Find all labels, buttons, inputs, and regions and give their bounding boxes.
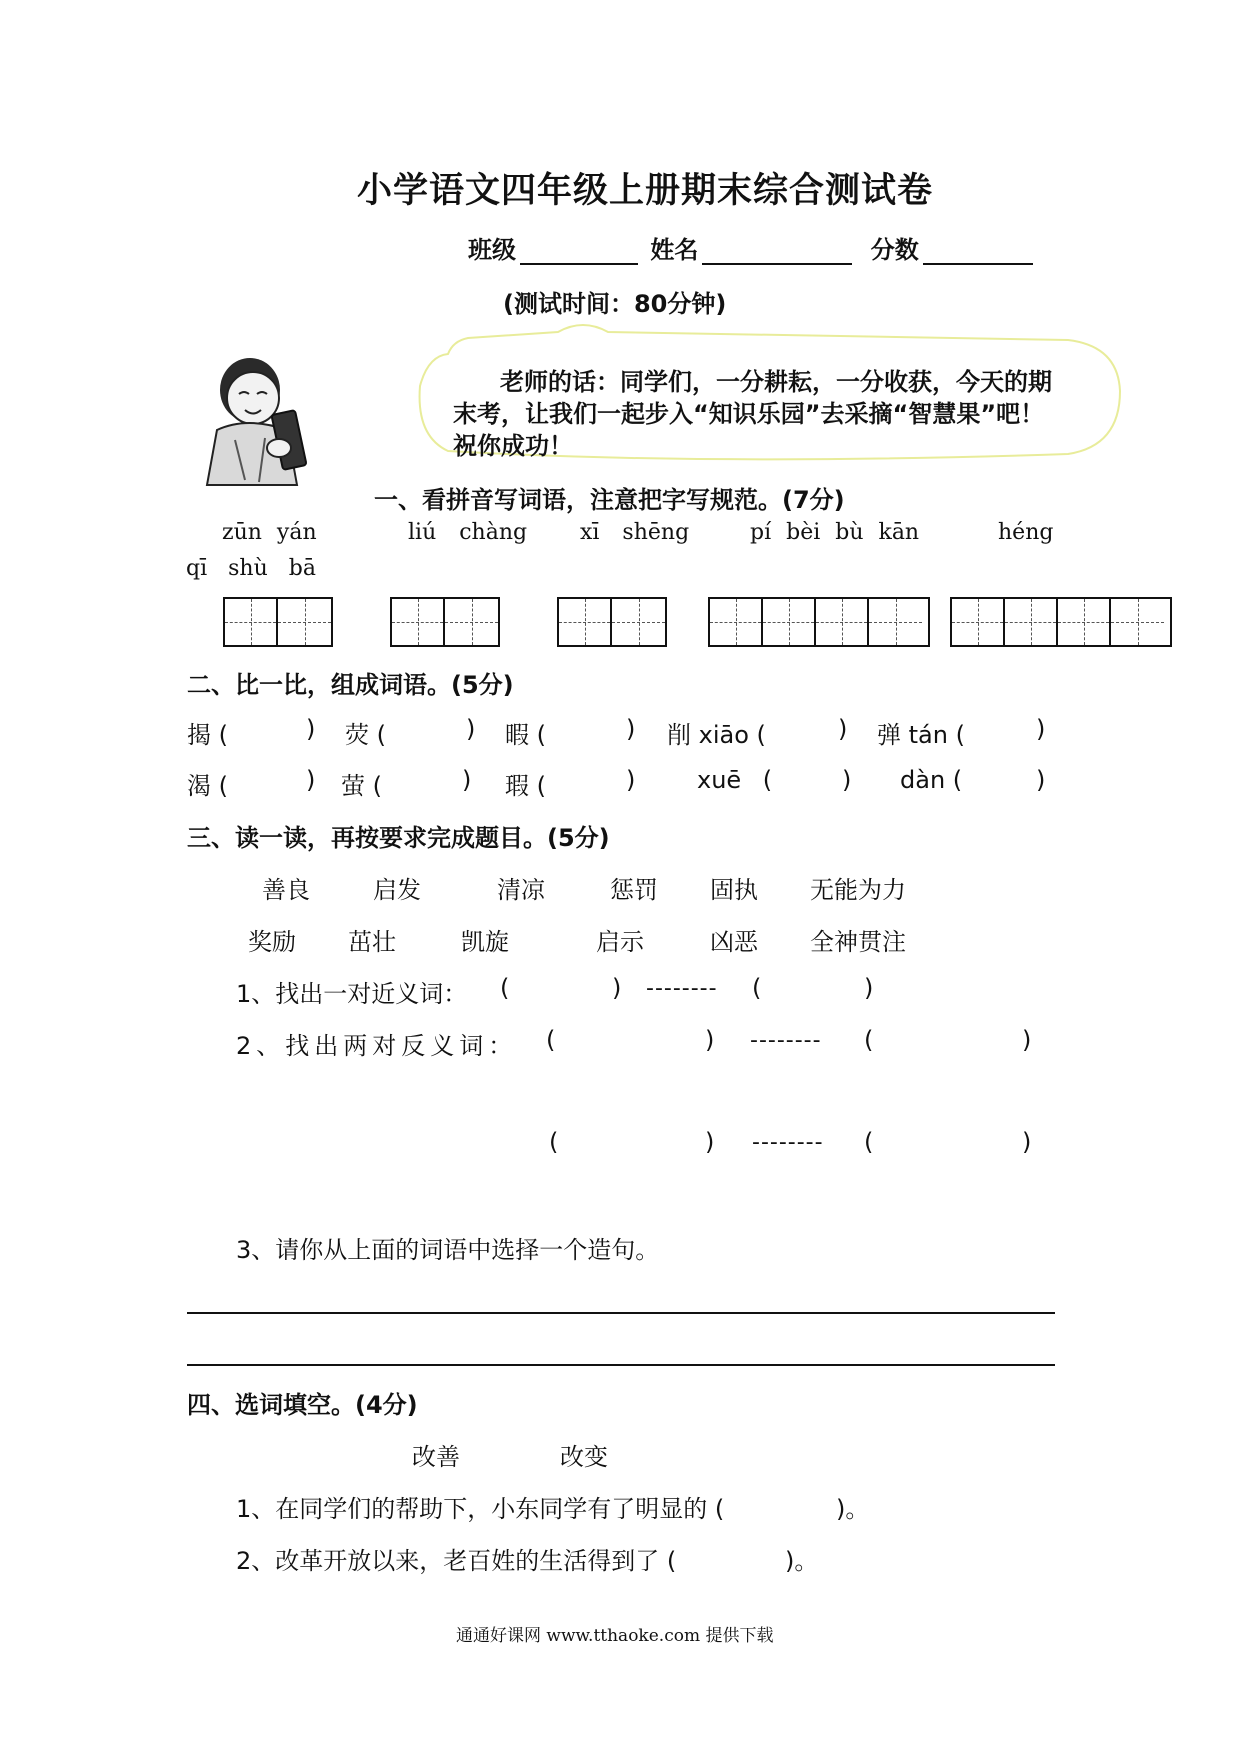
writing-box-5[interactable] bbox=[950, 597, 1172, 647]
antonym-b-close-2: ) bbox=[1022, 1128, 1032, 1156]
synonym-question: 1、找出一对近义词： bbox=[236, 980, 468, 1008]
compare-row1-close1: ) bbox=[306, 715, 316, 743]
fill-question-1-end: )。 bbox=[836, 1495, 870, 1523]
compare-row2-item4: xuē ( bbox=[697, 766, 773, 794]
word-row1-3: 清凉 bbox=[497, 876, 545, 904]
compare-row2-item1: 渴 ( bbox=[187, 772, 228, 800]
antonym-a-open-1: ( bbox=[546, 1026, 556, 1054]
compare-row2-item5: dàn ( bbox=[900, 766, 963, 794]
sentence-question: 3、请你从上面的词语中选择一个造句。 bbox=[236, 1236, 660, 1264]
compare-row1-item1: 揭 ( bbox=[187, 721, 228, 749]
writing-box-2[interactable] bbox=[390, 597, 500, 647]
boy-reading-illustration bbox=[195, 350, 335, 490]
choice-1: 改善 bbox=[412, 1443, 460, 1471]
writing-box-4[interactable] bbox=[708, 597, 930, 647]
answer-line-2[interactable] bbox=[187, 1364, 1055, 1366]
section3-heading: 三、读一读，再按要求完成题目。(5分) bbox=[187, 824, 610, 852]
name-label: 姓名 bbox=[650, 236, 699, 264]
pinyin-5b: qī shù bā bbox=[186, 556, 316, 581]
word-row1-6: 无能为力 bbox=[810, 876, 906, 904]
time-note: (测试时间：80分钟) bbox=[503, 290, 727, 318]
compare-row1-item2: 荧 ( bbox=[345, 721, 386, 749]
pinyin-3: xī shēng bbox=[580, 520, 690, 545]
footer-text: 通通好课网 www.tthaoke.com 提供下载 bbox=[456, 1626, 774, 1646]
compare-row2-close4: ) bbox=[842, 766, 852, 794]
pinyin-5a: héng bbox=[998, 520, 1054, 545]
choice-2: 改变 bbox=[560, 1443, 608, 1471]
pinyin-5-wrap bbox=[186, 520, 1066, 582]
pinyin-2: liú chàng bbox=[408, 520, 528, 545]
compare-row1-close5: ) bbox=[1036, 715, 1046, 743]
class-blank[interactable] bbox=[520, 237, 638, 265]
word-row2-5: 凶恶 bbox=[710, 928, 758, 956]
pinyin-4: pí bèi bù kān bbox=[750, 520, 920, 545]
compare-row1-item5: 弹 tán ( bbox=[877, 721, 965, 749]
antonym-b-close-1: ) bbox=[705, 1128, 715, 1156]
section4-heading: 四、选词填空。(4分) bbox=[187, 1391, 418, 1419]
word-row2-1: 奖励 bbox=[248, 928, 296, 956]
antonym-a-dash: -------- bbox=[750, 1028, 822, 1053]
fill-question-2: 2、改革开放以来，老百姓的生活得到了 ( bbox=[236, 1547, 677, 1575]
answer-line-1[interactable] bbox=[187, 1312, 1055, 1314]
teacher-message-line3: 祝你成功！ bbox=[453, 432, 573, 460]
antonym-a-close-1: ) bbox=[705, 1026, 715, 1054]
antonym-b-dash: -------- bbox=[752, 1130, 824, 1155]
pinyin-1: zūn yán bbox=[222, 520, 317, 545]
compare-row2-close3: ) bbox=[626, 766, 636, 794]
antonym-a-close-2: ) bbox=[1022, 1026, 1032, 1054]
word-row1-2: 启发 bbox=[373, 876, 421, 904]
compare-row1-item3: 暇 ( bbox=[505, 721, 546, 749]
compare-row2-close5: ) bbox=[1036, 766, 1046, 794]
word-row2-2: 茁壮 bbox=[348, 928, 396, 956]
score-label: 分数 bbox=[870, 236, 919, 264]
compare-row1-close4: ) bbox=[838, 715, 848, 743]
compare-row1-close2: ) bbox=[466, 715, 476, 743]
page-title: 小学语文四年级上册期末综合测试卷 bbox=[357, 171, 934, 211]
section2-heading: 二、比一比，组成词语。(5分) bbox=[187, 671, 514, 699]
word-row1-1: 善良 bbox=[262, 876, 310, 904]
score-blank[interactable] bbox=[923, 237, 1033, 265]
fill-question-2-end: )。 bbox=[785, 1547, 819, 1575]
antonym-a-open-2: ( bbox=[864, 1026, 874, 1054]
synonym-close-1: ) bbox=[612, 974, 622, 1002]
antonym-b-open-2: ( bbox=[864, 1128, 874, 1156]
word-row2-3: 凯旋 bbox=[461, 928, 509, 956]
word-row1-5: 固执 bbox=[710, 876, 758, 904]
teacher-message-line1: 老师的话：同学们，一分耕耘，一分收获，今天的期 bbox=[500, 368, 1052, 396]
teacher-message-line2: 末考，让我们一起步入“知识乐园”去采摘“智慧果”吧！ bbox=[453, 400, 1045, 428]
antonym-b-open-1: ( bbox=[549, 1128, 559, 1156]
word-row1-4: 惩罚 bbox=[610, 876, 658, 904]
compare-row2-close1: ) bbox=[306, 766, 316, 794]
class-label: 班级 bbox=[468, 236, 516, 264]
writing-box-1[interactable] bbox=[223, 597, 333, 647]
section1-heading: 一、看拼音写词语，注意把字写规范。(7分) bbox=[374, 486, 845, 514]
writing-box-3[interactable] bbox=[557, 597, 667, 647]
word-row2-6: 全神贯注 bbox=[810, 928, 906, 956]
compare-row1-close3: ) bbox=[626, 715, 636, 743]
name-blank[interactable] bbox=[702, 237, 852, 265]
compare-row2-item2: 萤 ( bbox=[341, 772, 382, 800]
synonym-close-2: ) bbox=[864, 974, 874, 1002]
fill-question-1: 1、在同学们的帮助下，小东同学有了明显的 ( bbox=[236, 1495, 725, 1523]
synonym-open-1: ( bbox=[500, 974, 510, 1002]
antonym-question: 2、找出两对反义词： bbox=[236, 1032, 518, 1060]
student-info-line bbox=[468, 230, 1037, 265]
word-row2-4: 启示 bbox=[596, 928, 644, 956]
compare-row1-item4: 削 xiāo ( bbox=[667, 721, 766, 749]
synonym-dash: -------- bbox=[646, 976, 718, 1001]
synonym-open-2: ( bbox=[752, 974, 762, 1002]
compare-row2-item3: 瑕 ( bbox=[505, 772, 546, 800]
compare-row2-close2: ) bbox=[462, 766, 472, 794]
